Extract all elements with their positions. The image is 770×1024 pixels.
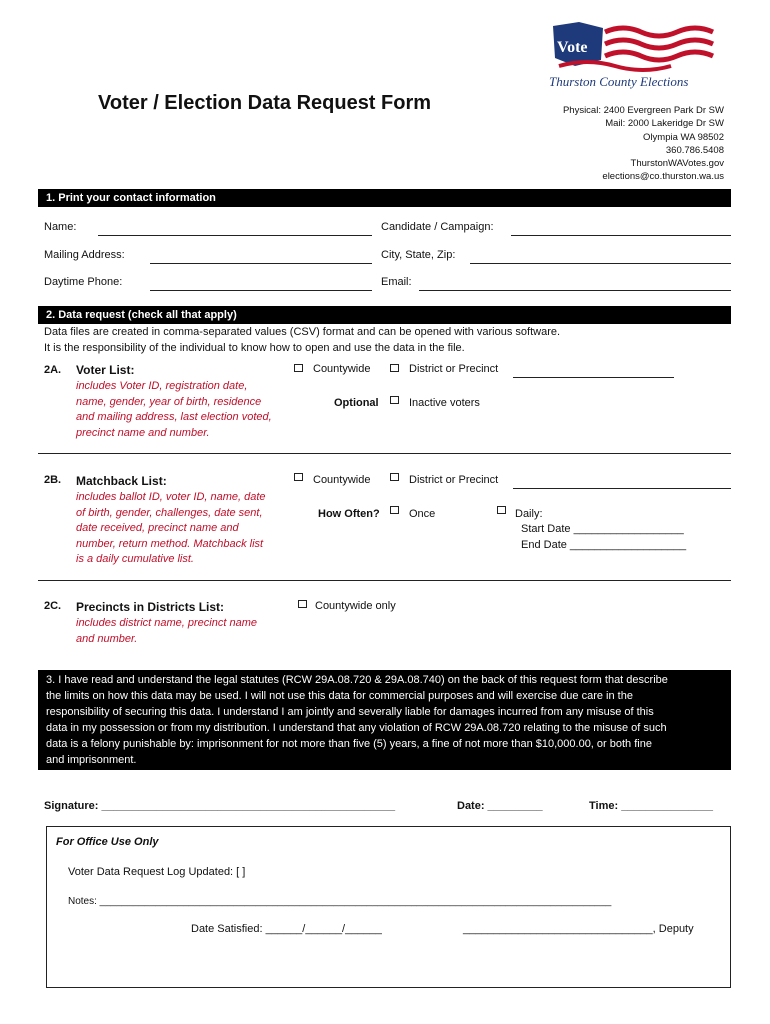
- matchback-district-field[interactable]: [513, 488, 731, 489]
- office-use-heading: For Office Use Only: [56, 836, 159, 848]
- section2-header: 2. Data request (check all that apply): [38, 306, 731, 324]
- mailing-field[interactable]: [150, 263, 372, 264]
- precincts-list-title: Precincts in Districts List:: [76, 600, 225, 614]
- candidate-field[interactable]: [511, 235, 731, 236]
- date-field[interactable]: Date: _________: [457, 800, 543, 812]
- inactive-voters-label: Inactive voters: [409, 397, 480, 409]
- daily-label: Daily:: [515, 508, 543, 520]
- address-line: ThurstonWAVotes.gov: [630, 158, 724, 170]
- precincts-countywide-label: Countywide only: [315, 600, 396, 612]
- city-field[interactable]: [470, 263, 731, 264]
- matchback-district-label: District or Precinct: [409, 474, 499, 486]
- logo-org-text: Thurston County Elections: [549, 74, 689, 89]
- name-label: Name:: [44, 221, 77, 233]
- phone-label: Daytime Phone:: [44, 276, 123, 288]
- how-often-label: How Often?: [318, 508, 380, 520]
- matchback-list-number: 2B.: [44, 474, 62, 486]
- divider: [38, 580, 731, 581]
- county-logo: [545, 18, 725, 98]
- voter-countywide-checkbox[interactable]: [294, 364, 303, 372]
- deputy-field[interactable]: _______________________________, Deputy: [463, 923, 694, 935]
- voter-list-title: Voter List:: [76, 363, 135, 377]
- divider: [38, 453, 731, 454]
- matchback-district-checkbox[interactable]: [390, 473, 399, 481]
- voter-countywide-label: Countywide: [313, 363, 371, 375]
- end-date-field[interactable]: End Date ___________________: [521, 539, 687, 551]
- once-label: Once: [409, 508, 436, 520]
- voter-list-number: 2A.: [44, 364, 62, 376]
- name-field[interactable]: [98, 235, 372, 236]
- logo-vote-text: Vote: [557, 39, 588, 56]
- start-date-field[interactable]: Start Date __________________: [521, 523, 684, 535]
- email-label: Email:: [381, 276, 412, 288]
- email-field[interactable]: [419, 290, 731, 291]
- notes-field[interactable]: Notes: ____________________________________________________________________________________________: [68, 896, 612, 907]
- address-line: Olympia WA 98502: [643, 131, 724, 143]
- candidate-label: Candidate / Campaign:: [381, 221, 494, 233]
- precincts-list-description: includes district name, precinct name and number.: [76, 617, 257, 645]
- address-line: Mail: 2000 Lakeridge Dr SW: [605, 118, 724, 130]
- office-use-box: [46, 826, 731, 988]
- matchback-countywide-checkbox[interactable]: [294, 473, 303, 481]
- log-updated-label: Voter Data Request Log Updated: [ ]: [68, 866, 246, 878]
- address-line: Physical: 2400 Evergreen Park Dr SW: [562, 105, 724, 116]
- time-field[interactable]: Time: _______________: [589, 800, 713, 812]
- responsibility-note: It is the responsibility of the individual to know how to open and use the data in the file.: [44, 342, 465, 354]
- section1-header: 1. Print your contact information: [38, 189, 731, 207]
- date-satisfied-field[interactable]: Date Satisfied: ______/______/______: [191, 923, 382, 935]
- mailing-label: Mailing Address:: [44, 249, 125, 261]
- address-line: 360.786.5408: [665, 144, 724, 156]
- phone-field[interactable]: [150, 290, 372, 291]
- voter-district-label: District or Precinct: [409, 363, 499, 375]
- address-line: elections@co.thurston.wa.us: [602, 171, 724, 183]
- daily-checkbox[interactable]: [497, 506, 506, 514]
- city-label: City, State, Zip:: [381, 249, 456, 261]
- page-title: Voter / Election Data Request Form: [98, 92, 432, 114]
- once-checkbox[interactable]: [390, 506, 399, 514]
- matchback-list-description: includes ballot ID, voter ID, name, date of birth, gender, challenges, date sent, date received, precinct name and number, return method. Matchback list is a daily cumulative list.: [76, 491, 266, 566]
- voter-list-description: includes Voter ID, registration date, name, gender, year of birth, residence and mailing address, last election voted, precinct name and number.: [76, 380, 272, 439]
- section3-statement: 3. I have read and understand the legal statutes (RCW 29A.08.720 & 29A.08.740) on the back of this request form that describe the limits on how this data may be used. I will not use this data for commercial purposes and will exercise due care in the responsibility of securing this data. I understand I am jointly and severally liable for damages incurred from any misuse of this data in my possession or from my distribution. I understand that any violation of RCW 29A.08.720 relating to the misuse of such data is a felony punishable by: imprisonment for not more than five (5) years, a fine of not more than $10,000.00, or both fine and imprisonment.: [38, 670, 731, 770]
- office-address: [494, 104, 724, 184]
- matchback-list-title: Matchback List:: [76, 474, 167, 488]
- voter-district-field[interactable]: [513, 377, 674, 378]
- inactive-voters-checkbox[interactable]: [390, 396, 399, 404]
- precincts-list-number: 2C.: [44, 600, 62, 612]
- voter-district-checkbox[interactable]: [390, 364, 399, 372]
- precincts-countywide-checkbox[interactable]: [298, 600, 307, 608]
- signature-field[interactable]: Signature: ________________________________________________: [44, 800, 396, 812]
- csv-note: Data files are created in comma-separated values (CSV) format and can be opened with various software.: [44, 326, 561, 338]
- matchback-countywide-label: Countywide: [313, 474, 371, 486]
- optional-label: Optional: [334, 397, 379, 409]
